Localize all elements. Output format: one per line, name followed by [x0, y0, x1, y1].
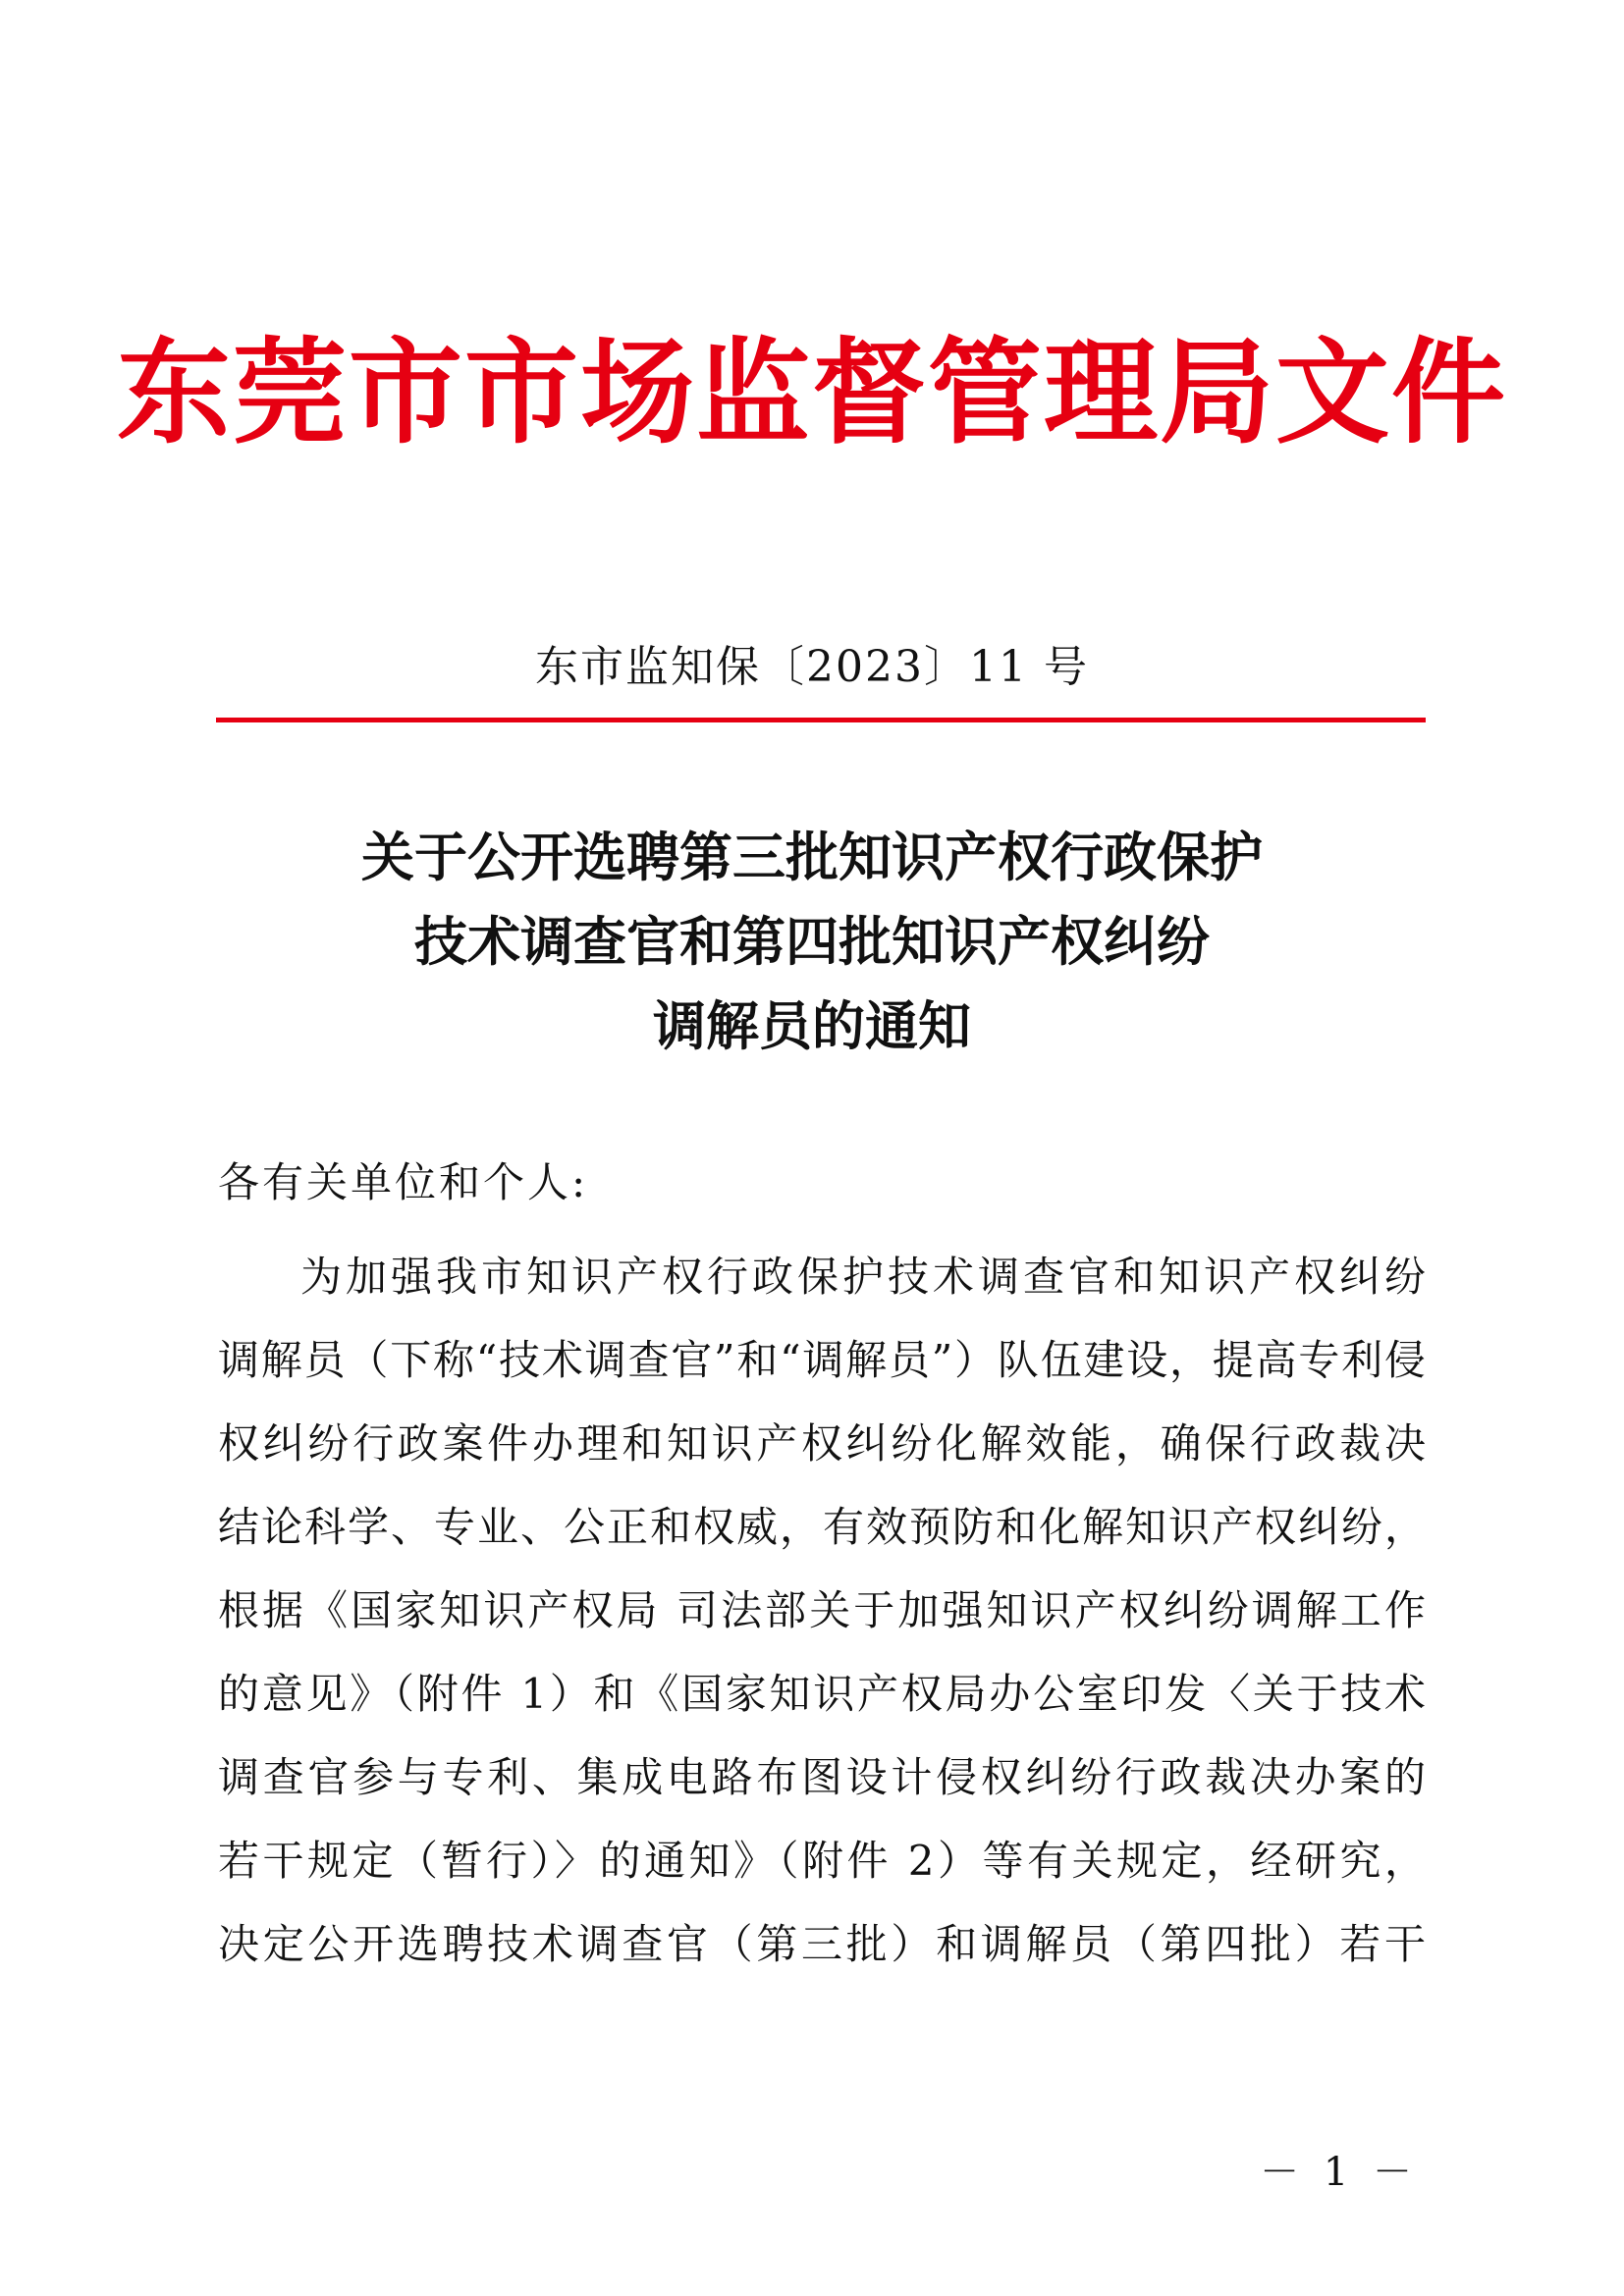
- body-line: 根据《国家知识产权局 司法部关于加强知识产权纠纷调解工作: [218, 1586, 1426, 1634]
- document-title: [0, 815, 1624, 1068]
- salutation: 各有关单位和个人:: [218, 1158, 589, 1206]
- document-masthead: 东莞市市场监督管理局文件: [117, 326, 1507, 459]
- document-number: 东市监知保〔2023〕11 号: [535, 642, 1089, 692]
- body-line: 若干规定（暂行）〉的通知》（附件 2）等有关规定，经研究，: [218, 1837, 1426, 1885]
- body-line: 调查官参与专利、集成电路布图设计侵权纠纷行政裁决办案的: [218, 1753, 1426, 1801]
- title-line-3: 调解员的通知: [653, 994, 971, 1057]
- body-line: 为加强我市知识产权行政保护技术调查官和知识产权纠纷: [300, 1253, 1426, 1301]
- title-line-2: 技术调查官和第四批知识产权纠纷: [414, 910, 1210, 973]
- body-line: 结论科学、专业、公正和权威，有效预防和化解知识产权纠纷，: [218, 1503, 1426, 1551]
- title-line-1: 关于公开选聘第三批知识产权行政保护: [361, 826, 1263, 888]
- body-line: 调解员（下称“技术调查官”和“调解员”）队伍建设，提高专利侵: [218, 1336, 1426, 1384]
- body-paragraph: [218, 1235, 1426, 1986]
- red-divider-line: [216, 718, 1426, 722]
- page-number: － 1 －: [1260, 2150, 1418, 2195]
- body-line: 的意见》（附件 1）和《国家知识产权局办公室印发〈关于技术: [218, 1670, 1426, 1718]
- body-line: 权纠纷行政案件办理和知识产权纠纷化解效能，确保行政裁决: [218, 1419, 1426, 1468]
- body-line: 决定公开选聘技术调查官（第三批）和调解员（第四批）若干: [218, 1920, 1426, 1968]
